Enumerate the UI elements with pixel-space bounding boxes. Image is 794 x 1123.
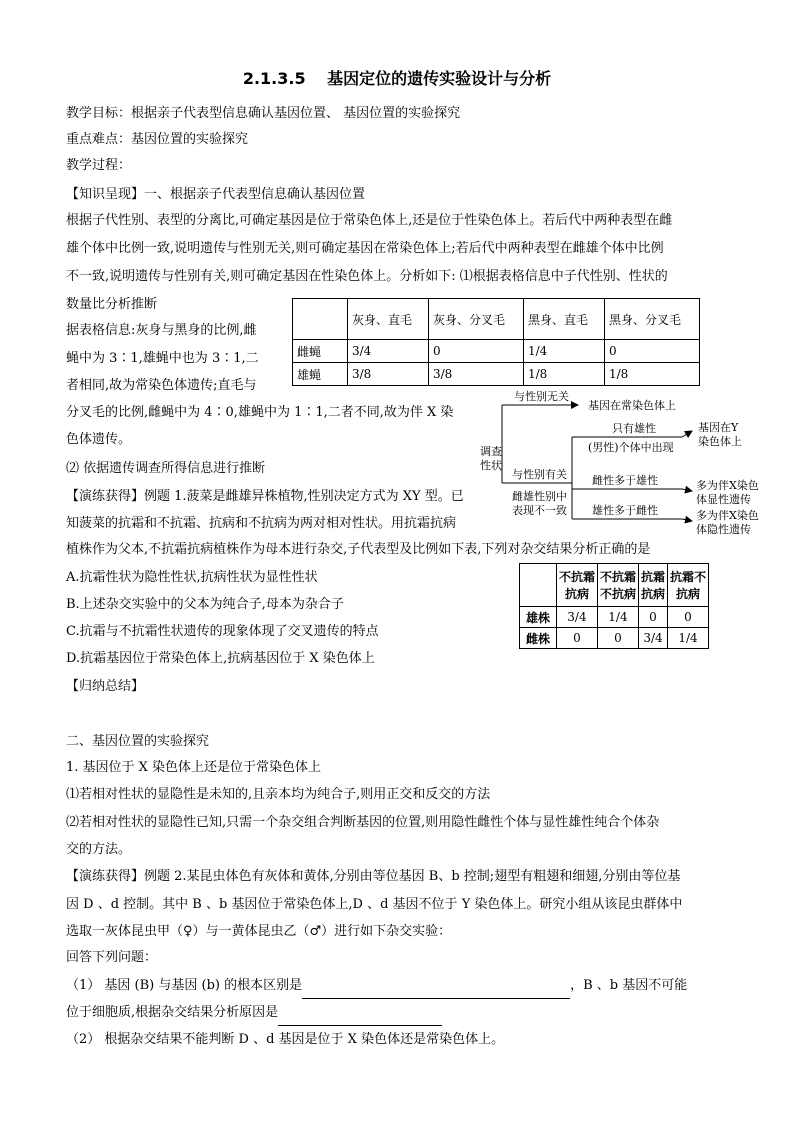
- diagram-only-male: 只有雄性: [612, 422, 656, 435]
- table-cell: 雌株: [520, 628, 557, 649]
- table-cell: 灰身、直毛: [348, 299, 429, 340]
- table-cell: 0: [667, 607, 708, 628]
- table-cell-line: 抗病: [640, 587, 665, 601]
- table-cell-line: 不抗病: [599, 587, 636, 601]
- example2-line: 【演练获得】例题 2.某昆虫体色有灰体和黄体,分别由等位基因 B、b 控制;翅型有粗翅和细翅,分别由等位基: [66, 869, 681, 884]
- table-cell-line: 不抗霜: [599, 570, 636, 584]
- table-cell: 3/4: [556, 607, 597, 628]
- diagram-branch-top: 与性别无关: [514, 390, 569, 403]
- section1-paragraph: 不一致,说明遗传与性别有关,则可确定基因在性染色体上。分析如下: ⑴根据表格信息中子代性别、性状的: [66, 269, 668, 284]
- diagram-result-xr: 多为伴X染色: [696, 509, 759, 522]
- diagram-result-xr: 体隐性遗传: [696, 523, 751, 536]
- section1-paragraph: 数量比分析推断: [66, 297, 158, 312]
- fly-phenotype-table: [292, 298, 700, 386]
- section2-line: ⑴若相对性状的显隐性是未知的,且亲本均为纯合子,则用正交和反交的方法: [66, 787, 491, 802]
- table-cell: 0: [428, 340, 523, 363]
- option-a: A.抗霜性状为隐性性状,抗病性状为显性性状: [66, 570, 318, 585]
- table-cell: 0: [604, 340, 699, 363]
- diagram-male-appear: (男性)个体中出现: [588, 441, 674, 454]
- section2-line: 1. 基因位于 X 染色体上还是位于常染色体上: [66, 760, 322, 775]
- option-c: C.抗霜与不抗霜性状遗传的现象体现了交叉遗传的特点: [66, 624, 379, 639]
- section1-heading: 【知识呈现】一、根据亲子代表型信息确认基因位置: [66, 187, 366, 202]
- table-cell: 1/4: [523, 340, 604, 363]
- table-cell: 雌蝇: [293, 340, 348, 363]
- diagram-root-text: 调查: [480, 445, 502, 458]
- example1-line: 【演练获得】例题 1.菠菜是雌雄异株植物,性别决定方式为 XY 型。已: [66, 489, 464, 504]
- question-1-cont: [66, 1000, 442, 1026]
- section2-line: 交的方法。: [66, 842, 132, 857]
- example1-line: 知菠菜的抗霜和不抗霜、抗病和不抗病为两对相对性状。用抗霜抗病: [66, 516, 457, 531]
- table-row: [520, 628, 709, 649]
- answer-blank[interactable]: [302, 982, 570, 999]
- table-cell-line: 不抗霜: [558, 570, 595, 584]
- diagram-result-y: 基因在Y: [698, 421, 739, 434]
- spinach-phenotype-table: [519, 563, 709, 649]
- table-cell-line: 抗病: [564, 587, 589, 601]
- table-header-row: [293, 299, 700, 340]
- section1-paragraph: 色体遗传。: [66, 432, 132, 447]
- diagram-mid-note: 表现不一致: [512, 504, 567, 517]
- section2-line: ⑵若相对性状的显隐性已知,只需一个杂交组合判断基因的位置,则用隐性雌性个体与显性雄性纯合个体杂: [66, 815, 660, 830]
- example2-line: 因 D 、d 控制。其中 B 、b 基因位于常染色体上,D 、d 基因不位于 Y 染色体上。研究小组从该昆虫群体中: [66, 897, 683, 912]
- table-cell: 3/8: [348, 363, 429, 386]
- section1-paragraph: 蝇中为 3∶1,雄蝇中也为 3∶1,二: [66, 351, 259, 366]
- diagram-result-xd: 多为伴X染色: [696, 479, 759, 492]
- section2-heading: 二、基因位置的实验探究: [66, 734, 210, 749]
- section1-paragraph: 雄个体中比例一致,说明遗传与性别无关,则可确定基因在常染色体上;若后代中两种表型在雌雄个体中比例: [66, 241, 664, 256]
- table-cell: 3/8: [428, 363, 523, 386]
- answer-blank[interactable]: [278, 1009, 442, 1026]
- table-cell: 灰身、分叉毛: [428, 299, 523, 340]
- diagram-result-top: 基因在常染色体上: [588, 399, 676, 412]
- table-cell-line: 抗病: [675, 587, 700, 601]
- table-cell: 3/4: [348, 340, 429, 363]
- section1-paragraph: 者相同,故为常染色体遗传;直毛与: [66, 378, 257, 393]
- table-header-row: [520, 564, 709, 607]
- table-cell: 1/8: [604, 363, 699, 386]
- example1-line: 植株作为父本,不抗霜抗病植株作为母本进行杂交,子代表型及比例如下表,下列对杂交结果分析正确的是: [66, 542, 651, 557]
- diagram-result-xd: 体显性遗传: [696, 493, 751, 506]
- table-cell: [556, 564, 597, 607]
- table-cell: [667, 564, 708, 607]
- table-cell: [293, 299, 348, 340]
- question-1-text: （1） 基因 (B) 与基因 (b) 的根本区别是: [66, 978, 303, 993]
- table-cell: 1/8: [523, 363, 604, 386]
- table-cell: 雄株: [520, 607, 557, 628]
- diagram-female-more: 雌性多于雄性: [592, 474, 658, 487]
- table-cell: 黑身、直毛: [523, 299, 604, 340]
- key-difficulty: 重点难点：基因位置的实验探究: [66, 132, 249, 147]
- option-d: D.抗霜基因位于常染色体上,抗病基因位于 X 染色体上: [66, 651, 375, 666]
- option-b: B.上述杂交实验中的父本为纯合子,母本为杂合子: [66, 597, 344, 612]
- example2-line: 选取一灰体昆虫甲（♀）与一黄体昆虫乙（♂）进行如下杂交实验：: [66, 924, 452, 939]
- section1-paragraph: 分叉毛的比例,雌蝇中为 4∶0,雄蝇中为 1∶1,二者不同,故为伴 X 染: [66, 405, 454, 420]
- diagram-mid-note: 雌雄性别中: [512, 490, 567, 503]
- table-cell: 3/4: [638, 628, 667, 649]
- table-cell-line: 抗霜: [640, 570, 665, 584]
- table-cell: 黑身、分叉毛: [604, 299, 699, 340]
- table-cell: 0: [556, 628, 597, 649]
- table-cell: 雄蝇: [293, 363, 348, 386]
- diagram-male-more: 雄性多于雌性: [592, 504, 658, 517]
- table-row: [293, 340, 700, 363]
- diagram-root-text: 性状: [480, 459, 502, 472]
- teaching-process: 教学过程：: [66, 158, 132, 173]
- table-cell: [597, 564, 638, 607]
- section1-paragraph: ⑵ 依据遗传调查所得信息进行推断: [66, 461, 266, 476]
- teaching-goal: 教学目标：根据亲子代表型信息确认基因位置、 基因位置的实验探究: [66, 106, 461, 121]
- table-cell: 0: [597, 628, 638, 649]
- table-cell: 0: [638, 607, 667, 628]
- table-cell: 1/4: [597, 607, 638, 628]
- question-1-text: 位于细胞质,根据杂交结果分析原因是: [66, 1005, 279, 1020]
- table-cell: 1/4: [667, 628, 708, 649]
- question-1-text: ，B 、b 基因不可能: [570, 978, 688, 993]
- diagram-branch-mid: 与性别有关: [512, 468, 567, 481]
- example2-line: 回答下列问题：: [66, 950, 158, 965]
- diagram-result-y: 染色体上: [698, 435, 742, 448]
- section1-paragraph: 据表格信息:灰身与黑身的比例,雌: [66, 323, 257, 338]
- question-2: （2） 根据杂交结果不能判断 D 、d 基因是位于 X 染色体还是常染色体上。: [66, 1032, 505, 1047]
- inheritance-diagram: [460, 385, 780, 545]
- question-1: [66, 973, 687, 999]
- table-cell: [520, 564, 557, 607]
- page-title: 2.1.3.5 基因定位的遗传实验设计与分析: [242, 69, 552, 88]
- table-row: [293, 363, 700, 386]
- table-row: [520, 607, 709, 628]
- summary-heading: 【归纳总结】: [66, 679, 145, 694]
- table-cell-line: 抗霜不: [669, 570, 706, 584]
- section1-paragraph: 根据子代性别、表型的分离比,可确定基因是位于常染色体上,还是位于性染色体上。若后代中两种表型在雌: [66, 213, 673, 228]
- table-cell: [638, 564, 667, 607]
